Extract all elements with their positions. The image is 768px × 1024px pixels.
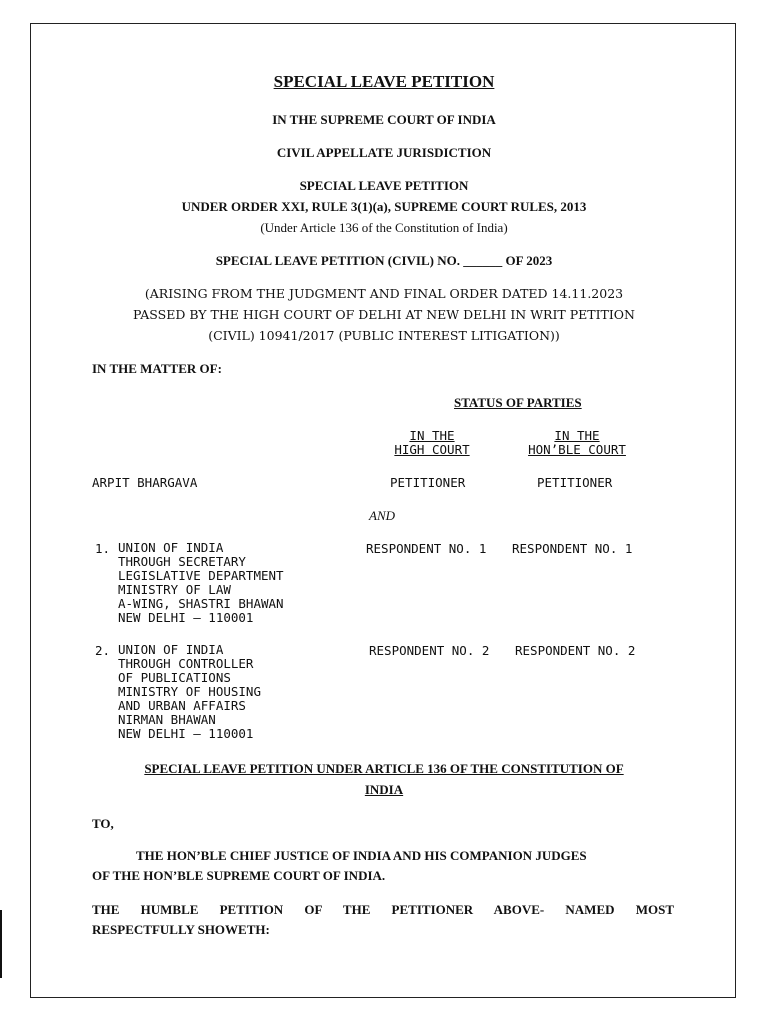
arising-line: PASSED BY THE HIGH COURT OF DELHI AT NEW DELHI IN WRIT PETITION (133, 307, 635, 322)
order-rule: UNDER ORDER XXI, RULE 3(1)(a), SUPREME COURT RULES, 2013 (181, 199, 587, 214)
respondent-number: 2. (95, 643, 111, 658)
address-line: NEW DELHI – 110001 (118, 726, 254, 741)
address-line: UNION OF INDIA (118, 540, 224, 555)
address-line: LEGISLATIVE DEPARTMENT (118, 568, 284, 583)
slp-heading-line2: INDIA (364, 782, 404, 797)
petition-number: SPECIAL LEAVE PETITION (CIVIL) NO. ______ OF 2023 (215, 253, 553, 268)
and-separator: AND (369, 508, 395, 523)
col-high-court-line1: IN THE (409, 428, 455, 443)
in-the-matter-of: IN THE MATTER OF: (92, 361, 222, 376)
jurisdiction: CIVIL APPELLATE JURISDICTION (276, 145, 492, 160)
address-line: NEW DELHI – 110001 (118, 610, 254, 625)
address-line: THROUGH CONTROLLER (118, 656, 254, 671)
arising-line: (ARISING FROM THE JUDGMENT AND FINAL ORDER DATED 14.11.2023 (144, 286, 624, 301)
petitioner-status-high-court: PETITIONER (390, 475, 466, 490)
humble-petition-line2: RESPECTFULLY SHOWETH: (92, 922, 270, 937)
arising-line: (CIVIL) 10941/2017 (PUBLIC INTEREST LITIGATION)) (208, 328, 560, 343)
left-edge-mark (0, 910, 2, 978)
to-label: TO, (92, 816, 114, 831)
humble-petition-line1: THE HUMBLE PETITION OF THE PETITIONER ABOVE- NAMED MOST (92, 902, 674, 917)
address-line: MINISTRY OF LAW (118, 582, 231, 597)
petitioner-name: ARPIT BHARGAVA (92, 475, 198, 490)
respondent-1-status-high-court: RESPONDENT NO. 1 (366, 541, 487, 556)
respondent-1-address (118, 541, 284, 625)
petitioner-status-honble-court: PETITIONER (537, 475, 613, 490)
document-title: SPECIAL LEAVE PETITION (273, 72, 495, 91)
respondent-1-status-honble-court: RESPONDENT NO. 1 (512, 541, 633, 556)
address-line: MINISTRY OF HOUSING (118, 684, 261, 699)
address-line: A-WING, SHASTRI BHAWAN (118, 596, 284, 611)
col-high-court-line2: HIGH COURT (394, 442, 470, 457)
respondent-2-status-high-court: RESPONDENT NO. 2 (369, 643, 490, 658)
address-line-2: OF THE HON’BLE SUPREME COURT OF INDIA. (92, 868, 386, 883)
address-line: OF PUBLICATIONS (118, 670, 231, 685)
col-honble-court-line1: IN THE (554, 428, 600, 443)
petition-heading: SPECIAL LEAVE PETITION (299, 178, 469, 193)
address-line-1: THE HON’BLE CHIEF JUSTICE OF INDIA AND HIS COMPANION JUDGES (136, 848, 587, 863)
respondent-number: 1. (95, 541, 111, 556)
address-line: UNION OF INDIA (118, 642, 224, 657)
respondent-2-address (118, 643, 261, 741)
article-note: (Under Article 136 of the Constitution of India) (260, 220, 508, 235)
address-line: AND URBAN AFFAIRS (118, 698, 246, 713)
address-line: NIRMAN BHAWAN (118, 712, 216, 727)
status-of-parties: STATUS OF PARTIES (454, 395, 582, 410)
col-honble-court-line2: HON’BLE COURT (528, 442, 626, 457)
slp-heading-line1: SPECIAL LEAVE PETITION UNDER ARTICLE 136 OF THE CONSTITUTION OF (144, 761, 624, 776)
respondent-2-status-honble-court: RESPONDENT NO. 2 (515, 643, 636, 658)
address-line: THROUGH SECRETARY (118, 554, 246, 569)
court-name: IN THE SUPREME COURT OF INDIA (272, 112, 496, 127)
